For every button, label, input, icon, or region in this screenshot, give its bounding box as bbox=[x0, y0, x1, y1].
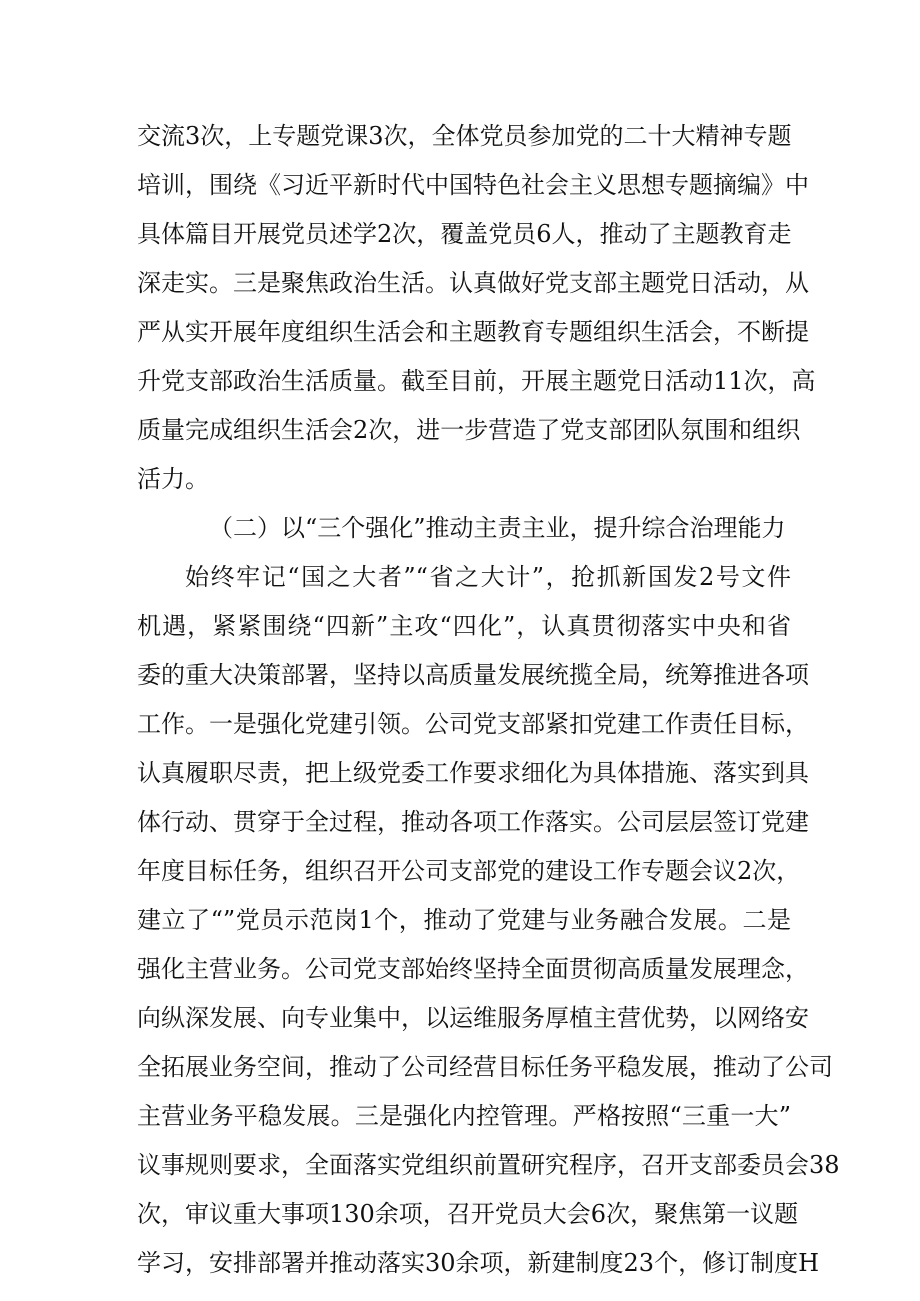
text-line: 始终牢记“国之大者”“省之大计”，抢抓新国发2号文件 bbox=[185, 563, 791, 591]
text-line: 质量完成组织生活会2次，进一步营造了党支部团队氛围和组织 bbox=[137, 416, 801, 444]
text-line: 严从实开展年度组织生活会和主题教育专题组织生活会，不断提 bbox=[137, 318, 809, 346]
text-line: 议事规则要求，全面落实党组织前置研究程序，召开支部委员会38 bbox=[137, 1151, 840, 1179]
text-line: 强化主营业务。公司党支部始终坚持全面贯彻高质量发展理念， bbox=[137, 955, 809, 983]
text-line: 向纵深发展、向专业集中，以运维服务厚植主营优势，以网络安 bbox=[137, 1004, 809, 1032]
section-heading: （二）以“三个强化”推动主责主业，提升综合治理能力 bbox=[209, 514, 786, 542]
text-line: 年度目标任务，组织召开公司支部党的建设工作专题会议2次， bbox=[137, 857, 801, 885]
text-line: 委的重大决策部署，坚持以高质量发展统揽全局，统筹推进各项 bbox=[137, 661, 809, 689]
text-line: 具体篇目开展党员述学2次，覆盖党员6人，推动了主题教育走 bbox=[137, 220, 792, 248]
text-line: 活力。 bbox=[137, 465, 209, 493]
text-line: 交流3次，上专题党课3次，全体党员参加党的二十大精神专题 bbox=[137, 122, 792, 150]
text-line: 建立了“”党员示范岗1个，推动了党建与业务融合发展。二是 bbox=[137, 906, 791, 934]
text-line: 学习，安排部署并推动落实30余项，新建制度23个，修订制度H bbox=[137, 1249, 820, 1277]
text-line: 认真履职尽责，把上级党委工作要求细化为具体措施、落实到具 bbox=[137, 759, 809, 787]
text-line: 培训，围绕《习近平新时代中国特色社会主义思想专题摘编》中 bbox=[137, 171, 809, 199]
text-line: 升党支部政治生活质量。截至目前，开展主题党日活动11次，高 bbox=[137, 367, 816, 395]
text-line: 工作。一是强化党建引领。公司党支部紧扣党建工作责任目标， bbox=[137, 710, 809, 738]
text-line: 深走实。三是聚焦政治生活。认真做好党支部主题党日活动，从 bbox=[137, 269, 809, 297]
document-body bbox=[137, 112, 840, 1288]
text-line: 全拓展业务空间，推动了公司经营目标任务平稳发展，推动了公司 bbox=[137, 1053, 833, 1081]
text-line: 主营业务平稳发展。三是强化内控管理。严格按照“三重一大” bbox=[137, 1102, 791, 1130]
text-line: 体行动、贯穿于全过程，推动各项工作落实。公司层层签订党建 bbox=[137, 808, 809, 836]
text-line: 机遇，紧紧围绕“四新”主攻“四化”，认真贯彻落实中央和省 bbox=[137, 612, 791, 640]
text-line: 次，审议重大事项130余项，召开党员大会6次，聚焦第一议题 bbox=[137, 1200, 799, 1228]
